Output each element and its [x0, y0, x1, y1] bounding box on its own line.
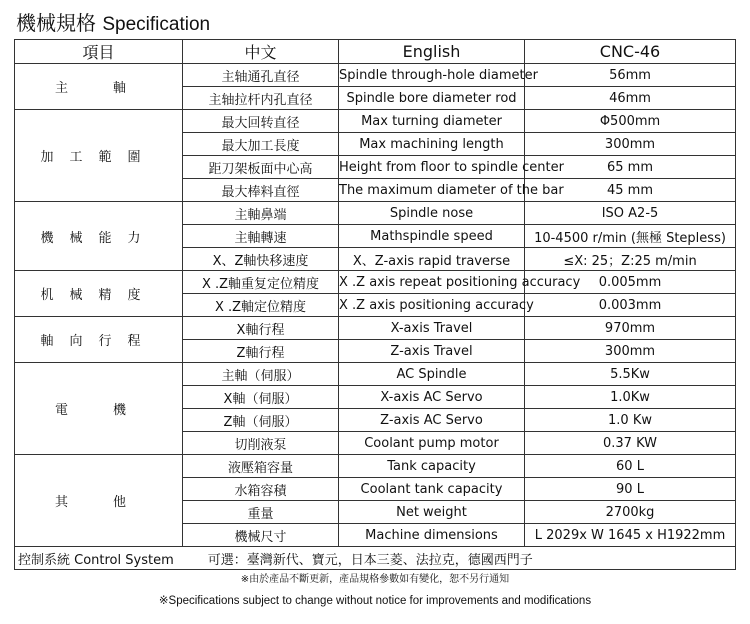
- english-name-cell: The maximum diameter of the bar: [339, 179, 525, 202]
- english-name-cell: Spindle through-hole diameter: [339, 64, 525, 87]
- category-cell: 電 機: [15, 363, 183, 455]
- disclaimer-chinese: ※由於產品不斷更新，產品規格參數如有變化，恕不另行通知: [240, 574, 510, 585]
- chinese-name-cell: Z軸行程: [183, 340, 339, 363]
- chinese-name-cell: 切削液泵: [183, 432, 339, 455]
- chinese-name-cell: 主軸轉速: [183, 225, 339, 248]
- header-row: [15, 40, 736, 64]
- english-name-cell: Net weight: [339, 501, 525, 524]
- disclaimer-english: ※Specifications subject to change without notice for improvements and modifications: [158, 595, 592, 607]
- control-system-cell: [15, 547, 736, 570]
- chinese-name-cell: X、Z軸快移速度: [183, 248, 339, 271]
- category-cell: 加工範圍: [15, 110, 183, 202]
- spec-table: [14, 39, 736, 570]
- value-cell: 0.005mm: [525, 271, 736, 294]
- value-cell: 90 L: [525, 478, 736, 501]
- value-cell: Φ500mm: [525, 110, 736, 133]
- value-cell: 1.0Kw: [525, 386, 736, 409]
- spec-row: [15, 363, 736, 386]
- chinese-name-cell: 距刀架板面中心高: [183, 156, 339, 179]
- page-title: [16, 10, 210, 38]
- header-model: CNC-46: [525, 40, 736, 64]
- chinese-name-cell: 主軸（伺服）: [183, 363, 339, 386]
- chinese-name-cell: 液壓箱容量: [183, 455, 339, 478]
- spec-table-body: [15, 40, 736, 570]
- english-name-cell: Coolant pump motor: [339, 432, 525, 455]
- spec-row: [15, 64, 736, 87]
- chinese-name-cell: 最大回转直径: [183, 110, 339, 133]
- value-cell: L 2029x W 1645 x H1922mm: [525, 524, 736, 547]
- english-name-cell: X-axis AC Servo: [339, 386, 525, 409]
- value-cell: 45 mm: [525, 179, 736, 202]
- chinese-name-cell: 最大加工長度: [183, 133, 339, 156]
- value-cell: 60 L: [525, 455, 736, 478]
- spec-row: [15, 317, 736, 340]
- value-cell: ≤X: 25；Z:25 m/min: [525, 248, 736, 271]
- chinese-name-cell: X .Z軸定位精度: [183, 294, 339, 317]
- value-cell: 46mm: [525, 87, 736, 110]
- english-name-cell: Z-axis Travel: [339, 340, 525, 363]
- english-name-cell: Machine dimensions: [339, 524, 525, 547]
- chinese-name-cell: X軸（伺服）: [183, 386, 339, 409]
- chinese-name-cell: 機械尺寸: [183, 524, 339, 547]
- value-cell: 65 mm: [525, 156, 736, 179]
- english-name-cell: Coolant tank capacity: [339, 478, 525, 501]
- header-item: 項目: [15, 40, 183, 64]
- value-cell: 5.5Kw: [525, 363, 736, 386]
- spec-row: [15, 110, 736, 133]
- category-cell: 軸向行程: [15, 317, 183, 363]
- english-name-cell: X .Z axis positioning accuracy: [339, 294, 525, 317]
- value-cell: 2700kg: [525, 501, 736, 524]
- english-name-cell: Spindle nose: [339, 202, 525, 225]
- value-cell: 0.37 KW: [525, 432, 736, 455]
- control-system-label: 控制系統 Control System: [18, 552, 174, 568]
- english-name-cell: X .Z axis repeat positioning accuracy: [339, 271, 525, 294]
- spec-row: [15, 271, 736, 294]
- english-name-cell: Spindle bore diameter rod: [339, 87, 525, 110]
- chinese-name-cell: 主轴通孔直径: [183, 64, 339, 87]
- value-cell: 970mm: [525, 317, 736, 340]
- chinese-name-cell: X軸行程: [183, 317, 339, 340]
- english-name-cell: AC Spindle: [339, 363, 525, 386]
- value-cell: 56mm: [525, 64, 736, 87]
- control-system-row: [15, 547, 736, 570]
- value-cell: 300mm: [525, 340, 736, 363]
- english-name-cell: Tank capacity: [339, 455, 525, 478]
- english-name-cell: X-axis Travel: [339, 317, 525, 340]
- chinese-name-cell: 水箱容積: [183, 478, 339, 501]
- english-name-cell: Z-axis AC Servo: [339, 409, 525, 432]
- chinese-name-cell: 重量: [183, 501, 339, 524]
- value-cell: 1.0 Kw: [525, 409, 736, 432]
- english-name-cell: X、Z-axis rapid traverse: [339, 248, 525, 271]
- value-cell: 0.003mm: [525, 294, 736, 317]
- category-cell: 主 軸: [15, 64, 183, 110]
- chinese-name-cell: 主轴拉杆内孔直径: [183, 87, 339, 110]
- header-english: English: [339, 40, 525, 64]
- spec-row: [15, 202, 736, 225]
- chinese-name-cell: 最大棒料直徑: [183, 179, 339, 202]
- title-chinese: 機械規格: [16, 11, 96, 35]
- english-name-cell: Height from floor to spindle center: [339, 156, 525, 179]
- chinese-name-cell: X .Z軸重复定位精度: [183, 271, 339, 294]
- category-cell: 其 他: [15, 455, 183, 547]
- control-system-options: 可選：臺灣新代、寶元，日本三菱、法拉克，德國西門子: [207, 552, 533, 568]
- header-chinese: 中文: [183, 40, 339, 64]
- title-english: Specification: [102, 14, 211, 35]
- chinese-name-cell: 主軸鼻端: [183, 202, 339, 225]
- english-name-cell: Max machining length: [339, 133, 525, 156]
- category-cell: 機械能力: [15, 202, 183, 271]
- chinese-name-cell: Z軸（伺服）: [183, 409, 339, 432]
- category-cell: 机械精度: [15, 271, 183, 317]
- value-cell: ISO A2-5: [525, 202, 736, 225]
- english-name-cell: Max turning diameter: [339, 110, 525, 133]
- value-cell: 300mm: [525, 133, 736, 156]
- english-name-cell: Mathspindle speed: [339, 225, 525, 248]
- value-cell: 10-4500 r/min (無極 Stepless): [525, 225, 736, 248]
- spec-row: [15, 455, 736, 478]
